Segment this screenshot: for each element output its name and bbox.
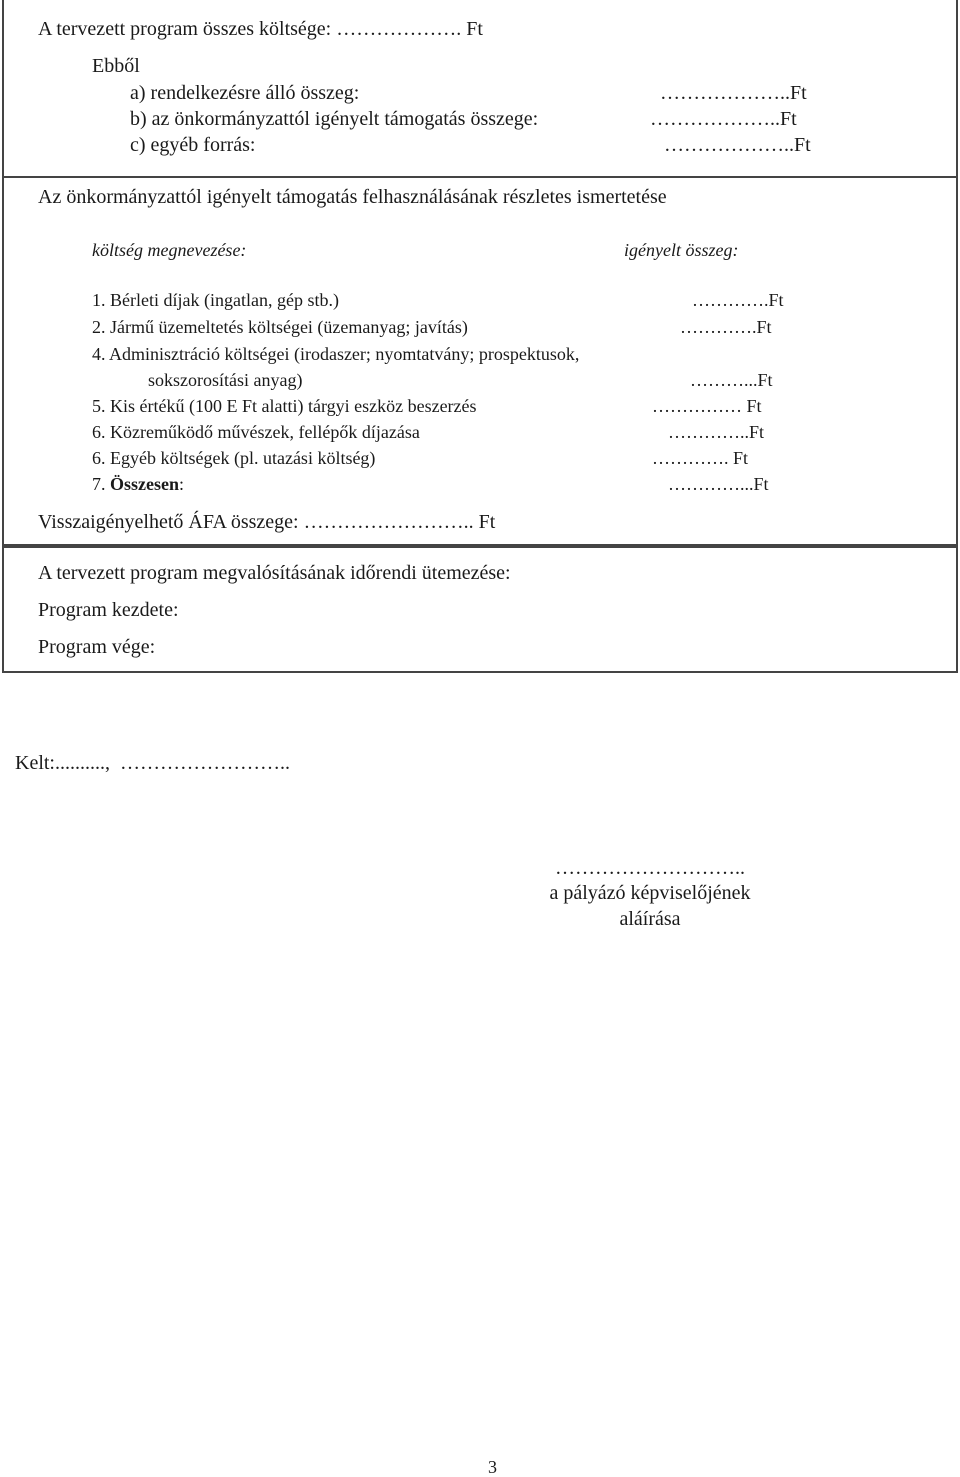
- signature-caption-line1: a pályázó képviselőjének: [549, 882, 751, 904]
- cost-row-value: …………… Ft: [652, 396, 762, 416]
- cost-row-value: …………. Ft: [652, 448, 749, 468]
- cost-row-label-continued: sokszorosítási anyag): [148, 370, 303, 390]
- place-date-line: Kelt:.........., ……………………..: [15, 752, 290, 774]
- cost-row-value: ………...Ft: [690, 370, 773, 390]
- available-amount-value: ………………..Ft: [660, 82, 807, 104]
- total-row-value: …………...Ft: [668, 474, 769, 494]
- cost-row-label: 6. Egyéb költségek (pl. utazási költség): [92, 448, 376, 468]
- schedule-title: A tervezett program megvalósításának időrendi ütemezése:: [38, 562, 511, 584]
- program-end-label: Program vége:: [38, 636, 156, 658]
- requested-support-label: b) az önkormányzattól igényelt támogatás összege:: [130, 108, 539, 130]
- vat-amount-line: Visszaigényelhető ÁFA összege: …………………….. Ft: [38, 511, 496, 533]
- program-start-label: Program kezdete:: [38, 599, 179, 621]
- total-row-label: [92, 475, 184, 493]
- page-number: 3: [488, 1457, 497, 1477]
- cost-row-label: 1. Bérleti díjak (ingatlan, gép stb.): [92, 290, 339, 310]
- cost-row-value: ………….Ft: [680, 317, 772, 337]
- other-source-label: c) egyéb forrás:: [130, 134, 256, 156]
- signature-caption-line2: aláírása: [619, 908, 681, 930]
- other-source-value: ………………..Ft: [664, 134, 811, 156]
- total-cost-title: A tervezett program összes költsége: ………………. Ft: [38, 18, 483, 40]
- cost-row-value: …………..Ft: [668, 422, 765, 442]
- cost-row-label: 5. Kis értékű (100 E Ft alatti) tárgyi eszköz beszerzés: [92, 396, 477, 416]
- details-title: Az önkormányzattól igényelt támogatás felhasználásának részletes ismertetése: [38, 186, 667, 208]
- signature-dots: ………………………..: [555, 857, 745, 879]
- total-row-bold: Összesen: [110, 474, 179, 494]
- column-header-amount: igényelt összeg:: [624, 240, 739, 260]
- requested-support-value: ………………..Ft: [650, 108, 797, 130]
- column-header-cost-name: költség megnevezése:: [92, 240, 247, 260]
- cost-row-label: 6. Közreműködő művészek, fellépők díjazása: [92, 422, 420, 442]
- cost-row-label: 2. Jármű üzemeltetés költségei (üzemanyag; javítás): [92, 317, 468, 337]
- ebbol-label: Ebből: [92, 55, 140, 77]
- available-amount-label: a) rendelkezésre álló összeg:: [130, 82, 360, 104]
- cost-row-label: 4. Adminisztráció költségei (irodaszer; nyomtatvány; prospektusok,: [92, 344, 580, 364]
- total-row-number: 7.: [92, 474, 106, 494]
- cost-row-value: ………….Ft: [692, 290, 784, 310]
- total-row-colon: :: [179, 474, 185, 494]
